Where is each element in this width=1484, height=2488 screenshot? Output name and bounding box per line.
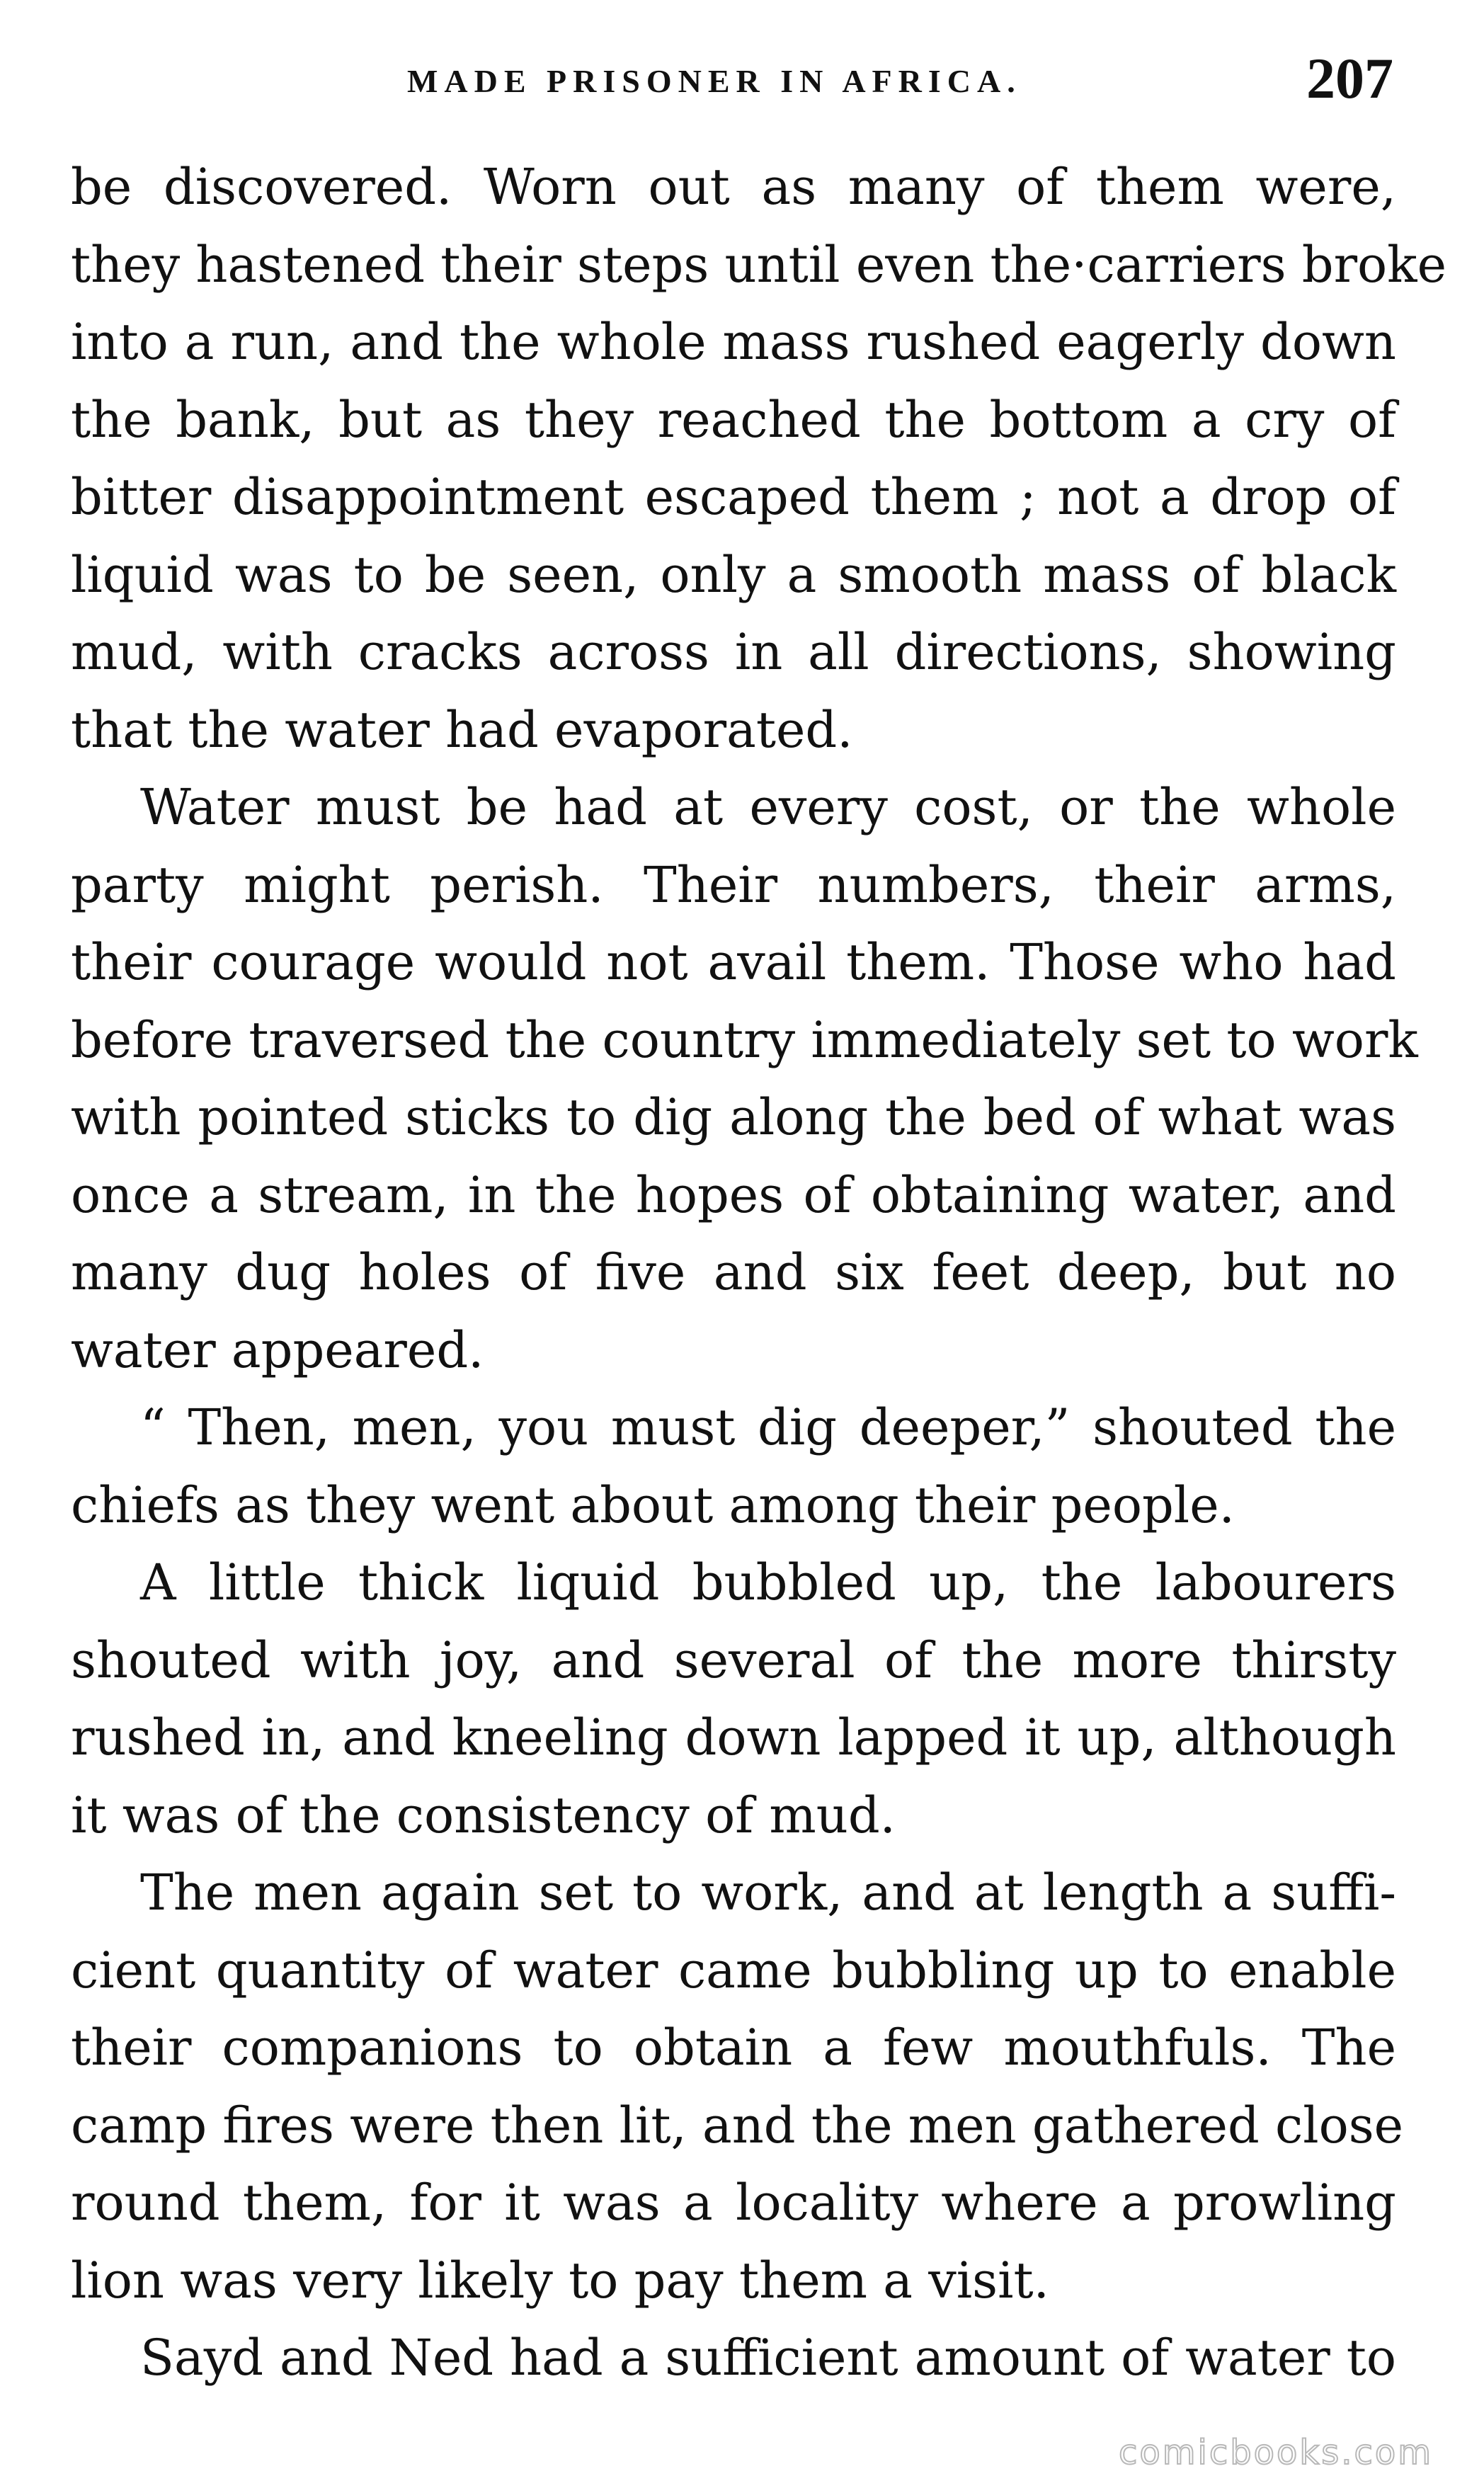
text-line: water appeared.	[71, 1320, 484, 1379]
text-line: their companions to obtain a few mouthfuls. The	[71, 2019, 1396, 2077]
text-line: mud, with cracks across in all directions, showing	[71, 623, 1396, 681]
text-line: bitter disappointment escaped them ; not a drop of	[71, 468, 1396, 526]
text-line: with pointed sticks to dig along the bed of what was	[71, 1088, 1396, 1146]
text-line: be discovered. Worn out as many of them were,	[71, 158, 1396, 216]
text-line: that the water had evaporated.	[71, 700, 853, 759]
page-number: 207	[1306, 46, 1393, 110]
text-line: liquid was to be seen, only a smooth mass of black	[71, 545, 1396, 604]
text-line: lion was very likely to pay them a visit.	[71, 2251, 1049, 2310]
text-line: before traversed the country immediately set to work	[71, 1010, 1418, 1069]
text-line: The men again set to work, and at length a suffi-	[140, 1864, 1396, 1922]
running-head: MADE PRISONER IN AFRICA.	[407, 63, 1022, 99]
text-line: the bank, but as they reached the bottom a cry of	[71, 390, 1396, 449]
text-line: round them, for it was a locality where a prowling	[71, 2174, 1396, 2232]
text-line: Water must be had at every cost, or the whole	[140, 778, 1396, 836]
text-line: they hastened their steps until even the·carriers broke	[71, 235, 1447, 294]
text-line: chiefs as they went about among their people.	[71, 1476, 1235, 1534]
text-line: party might perish. Their numbers, their arms,	[71, 855, 1396, 914]
text-line: rushed in, and kneeling down lapped it up, although	[71, 1708, 1396, 1767]
text-line: Sayd and Ned had a sufficient amount of water to	[140, 2329, 1396, 2387]
text-line: shouted with joy, and several of the more thirsty	[71, 1631, 1396, 1689]
text-line: into a run, and the whole mass rushed eagerly down	[71, 313, 1396, 371]
text-line: A little thick liquid bubbled up, the labourers	[140, 1553, 1396, 1611]
text-line: “ Then, men, you must dig deeper,” shouted the	[140, 1398, 1396, 1456]
text-line: many dug holes of five and six feet deep, but no	[71, 1243, 1396, 1301]
text-line: their courage would not avail them. Those who had	[71, 933, 1396, 991]
body-text	[71, 149, 1447, 2397]
text-line: cient quantity of water came bubbling up to enable	[71, 1941, 1396, 1999]
watermark: comicbooks.com	[1118, 2433, 1433, 2472]
text-line: once a stream, in the hopes of obtaining water, and	[71, 1165, 1396, 1224]
text-line: camp fires were then lit, and the men gathered close	[71, 2096, 1404, 2155]
text-line: it was of the consistency of mud.	[71, 1786, 896, 1844]
